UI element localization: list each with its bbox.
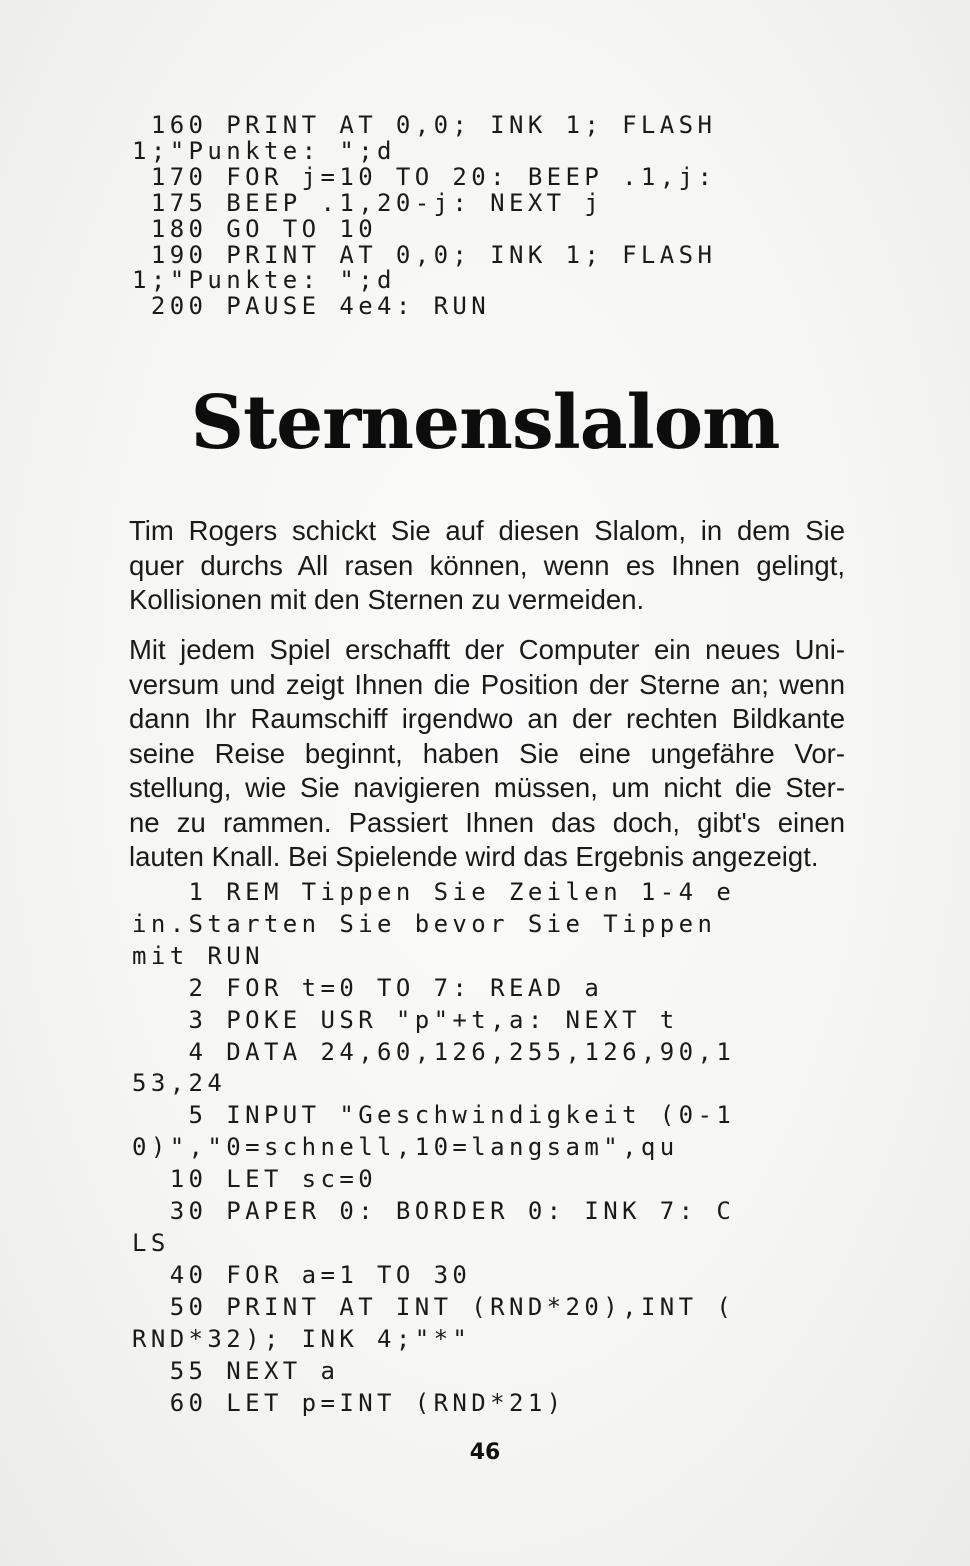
code-line: 180 GO TO 10: [132, 214, 378, 243]
code-line: 55 NEXT a: [132, 1356, 340, 1385]
code-line: 0)","0=schnell,10=langsam",qu: [132, 1133, 679, 1162]
code-line: 3 POKE USR "p"+t,a: NEXT t: [132, 1005, 679, 1034]
intro-paragraph: [129, 514, 845, 618]
paragraph-line: lauten Knall. Bei Spielende wird das Ergebnis angezeigt.: [129, 841, 819, 872]
code-line: 160 PRINT AT 0,0; INK 1; FLASH: [132, 111, 717, 139]
code-line: 1;"Punkte: ";d: [132, 266, 396, 295]
basic-listing-top: [132, 113, 716, 320]
code-line: 170 FOR j=10 TO 20: BEEP .1,j:: [132, 162, 717, 191]
paragraph-line: seine Reise beginnt, haben Sie eine ungefähre Vor-: [129, 737, 845, 769]
page-number: 46: [469, 1440, 501, 1465]
code-line: 190 PRINT AT 0,0; INK 1; FLASH: [132, 240, 717, 269]
code-line: 5 INPUT "Geschwindigkeit (0-1: [132, 1101, 736, 1130]
code-line: 2 FOR t=0 TO 7: READ a: [132, 973, 604, 1002]
paragraph-line: stellung, wie Sie navigieren müssen, um nicht die Ster-: [129, 772, 845, 803]
code-line: LS: [132, 1228, 170, 1257]
code-line: 4 DATA 24,60,126,255,126,90,1: [132, 1037, 736, 1066]
basic-listing-bottom: [132, 877, 735, 1419]
code-line: mit RUN: [132, 941, 264, 970]
code-line: 175 BEEP .1,20-j: NEXT j: [132, 188, 604, 217]
paragraph-line: dann Ihr Raumschiff irgendwo an der rechten Bildkante: [129, 703, 845, 734]
paragraph-line: Tim Rogers schickt Sie auf diesen Slalom, in dem Sie: [129, 515, 845, 546]
paragraph-line: ne zu rammen. Passiert Ihnen das doch, gibt's einen: [129, 806, 845, 838]
code-line: 40 FOR a=1 TO 30: [132, 1260, 472, 1289]
description-paragraph: [129, 633, 845, 875]
code-line: in.Starten Sie bevor Sie Tippen: [132, 909, 717, 938]
paragraph-line: quer durchs All rasen können, wenn es Ihnen gelingt,: [129, 549, 845, 581]
paragraph-line: versum und zeigt Ihnen die Position der Sterne an; wenn: [129, 668, 845, 700]
article-title: Sternenslalom: [190, 380, 780, 466]
code-line: 10 LET sc=0: [132, 1165, 378, 1194]
code-line: 200 PAUSE 4e4: RUN: [132, 292, 491, 321]
code-line: 53,24: [132, 1069, 227, 1098]
code-line: RND*32); INK 4;"*": [132, 1324, 472, 1353]
paragraph-line: Kollisionen mit den Sternen zu vermeiden.: [129, 584, 645, 615]
code-line: 1 REM Tippen Sie Zeilen 1-4 e: [132, 878, 736, 906]
code-line: 50 PRINT AT INT (RND*20),INT (: [132, 1292, 736, 1321]
code-line: 1;"Punkte: ";d: [132, 136, 396, 165]
code-line: 30 PAPER 0: BORDER 0: INK 7: C: [132, 1197, 736, 1226]
code-line: 60 LET p=INT (RND*21): [132, 1388, 566, 1417]
paragraph-line: Mit jedem Spiel erschafft der Computer ein neues Uni-: [129, 634, 845, 665]
